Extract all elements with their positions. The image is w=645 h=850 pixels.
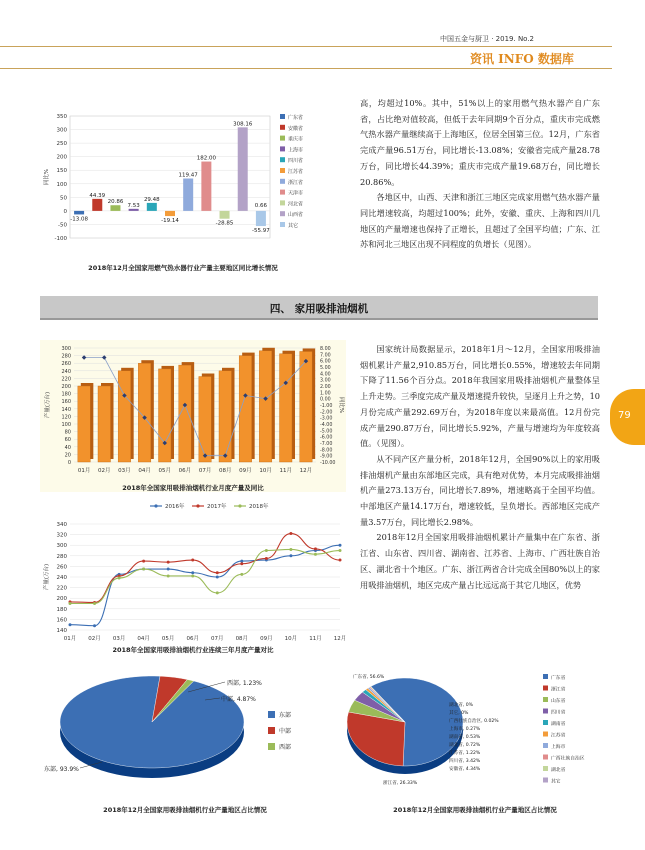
- series-point: [191, 571, 194, 574]
- y-tick-label: 0: [63, 208, 67, 215]
- region-pie-svg: [40, 664, 330, 804]
- y2-tick-label: 6.00: [320, 359, 331, 365]
- y-tick-label: 250: [56, 141, 67, 148]
- legend-label: 上海市: [551, 745, 566, 750]
- province-pie-svg: [345, 664, 605, 804]
- y-tick-label: 220: [56, 585, 67, 592]
- y-axis-label: 同比%: [44, 168, 50, 186]
- legend-swatch: [543, 766, 548, 771]
- y-tick-label: 280: [61, 353, 71, 360]
- legend-swatch: [280, 157, 285, 162]
- legend-label: 河北省: [288, 201, 304, 208]
- legend-label: 江苏省: [551, 733, 566, 739]
- slice-label: 中部, 4.87%: [221, 696, 256, 703]
- series-point: [314, 547, 317, 550]
- data-label: -13.08: [70, 216, 88, 223]
- slice-label: 湖北省, 0.72%: [449, 743, 481, 748]
- x-tick-label: 12月: [299, 468, 313, 474]
- bar: [92, 199, 102, 211]
- series-point: [339, 544, 342, 547]
- bar: [238, 127, 248, 211]
- series-point: [93, 624, 96, 627]
- legend-swatch: [268, 711, 275, 718]
- x-tick-label: 10月: [259, 468, 272, 474]
- y-tick-label: 20: [64, 452, 71, 459]
- x-tick-label: 06月: [178, 468, 192, 474]
- province-pie-chart: [345, 664, 605, 819]
- legend-label: 广东省: [551, 676, 566, 681]
- y-tick-label: 200: [56, 596, 67, 603]
- legend-label: 其它: [551, 779, 561, 785]
- series-point: [216, 576, 219, 579]
- slice-label: 上海市, 0.27%: [449, 727, 481, 732]
- y-tick-label: 200: [56, 154, 67, 161]
- y-tick-label: 40: [64, 444, 71, 451]
- y-tick-label: 220: [61, 376, 71, 383]
- series-point: [142, 560, 145, 563]
- legend-swatch: [543, 697, 548, 702]
- series-point: [265, 549, 268, 552]
- paragraph: 国家统计局数据显示，2018年1月～12月，全国家用吸排油烟机累计产量2,910.85万台，同比增长0.55%，增速较去年同期下降了11.56个百分点。2018年我国家用吸排油烟机产量整体呈上升走势。三季度完成产量及增速提升较快，呈逐月上升之势，10月份完成产量292.69万台，为2018年度以来最高值。12月份完成产量290.87万台，同比增长5.92%，产量与增速均为年度较高值。（见图）。: [360, 344, 600, 449]
- y-tick-label: 260: [61, 361, 71, 368]
- legend-label: 其它: [288, 223, 299, 229]
- legend-swatch: [268, 743, 275, 750]
- legend-label: 2017年: [207, 504, 227, 510]
- data-label: 0.66: [254, 202, 268, 209]
- x-tick-label: 01月: [77, 468, 91, 474]
- y-tick-label: 300: [61, 346, 71, 352]
- legend-swatch: [268, 727, 275, 734]
- threeyear-chart-caption: 2018年全国家用吸排油烟机行业连续三年月度产量对比: [112, 646, 274, 654]
- bar: [300, 351, 313, 462]
- data-label: 29.48: [143, 196, 160, 203]
- y-tick-label: 320: [56, 532, 67, 539]
- y-axis-label: 产量(万台): [45, 391, 51, 419]
- slice-label: 四川省, 3.42%: [449, 759, 481, 764]
- series-line: [70, 534, 340, 603]
- monthly-chart: [40, 340, 346, 515]
- x-tick-label: 06月: [186, 636, 199, 642]
- y2-tick-label: -4.00: [320, 423, 333, 428]
- y-tick-label: 340: [56, 522, 67, 528]
- x-tick-label: 02月: [88, 636, 101, 642]
- y2-tick-label: -5.00: [320, 429, 333, 435]
- y2-tick-label: 1.00: [320, 391, 331, 397]
- x-tick-label: 01月: [63, 636, 77, 642]
- x-tick-label: 07月: [211, 636, 224, 642]
- legend-label: 湖南省: [551, 722, 566, 727]
- y2-tick-label: -7.00: [320, 442, 333, 447]
- slice-label: 安徽省, 4.34%: [449, 767, 481, 772]
- data-label: 119.47: [178, 172, 198, 179]
- series-point: [167, 574, 170, 577]
- data-label: -19.14: [161, 218, 179, 225]
- y-tick-label: 180: [61, 391, 71, 398]
- x-tick-label: 12月: [333, 636, 346, 642]
- series-point: [339, 549, 342, 552]
- y2-tick-label: 0.00: [320, 397, 331, 403]
- y-tick-label: 180: [56, 606, 67, 613]
- x-tick-label: 03月: [118, 468, 131, 474]
- legend-marker: [154, 504, 157, 507]
- x-tick-label: 03月: [112, 636, 126, 642]
- y-tick-label: 100: [61, 422, 71, 428]
- legend-swatch: [543, 709, 548, 714]
- series-point: [265, 557, 268, 560]
- x-tick-label: 04月: [137, 636, 150, 642]
- region-pie-chart: [40, 664, 330, 819]
- series-point: [289, 548, 292, 551]
- bar: [147, 203, 157, 211]
- x-tick-label: 08月: [219, 468, 232, 474]
- legend-swatch: [543, 755, 548, 760]
- legend-label: 浙江省: [288, 179, 304, 186]
- legend-label: 湖北省: [551, 768, 566, 773]
- bar: [201, 162, 211, 211]
- legend-marker: [238, 504, 241, 507]
- x-tick-label: 07月: [198, 468, 212, 474]
- series-point: [167, 568, 170, 571]
- x-tick-label: 02月: [98, 468, 111, 474]
- y-tick-label: 200: [61, 384, 71, 390]
- y-tick-label: 140: [56, 628, 67, 634]
- legend-label: 山东省: [551, 699, 566, 704]
- legend-swatch: [543, 686, 548, 691]
- y2-tick-label: 2.00: [320, 385, 331, 390]
- bar: [98, 386, 111, 462]
- legend-label: 浙江省: [551, 687, 566, 693]
- heater-chart-caption: 2018年12月全国家用燃气热水器行业产量主要地区同比增长情况: [88, 264, 278, 272]
- y2-tick-label: 8.00: [320, 347, 331, 352]
- x-tick-label: 10月: [284, 636, 298, 642]
- y2-axis-label: 同比%: [338, 396, 344, 414]
- threeyear-chart-svg: [40, 496, 346, 646]
- series-point: [191, 574, 194, 577]
- series-point: [216, 571, 219, 574]
- legend-swatch: [543, 674, 548, 679]
- data-label: 20.86: [107, 199, 124, 206]
- legend-label: 安徽省: [288, 125, 304, 132]
- legend-label: 广东省: [288, 115, 304, 121]
- legend-label: 四川省: [551, 710, 566, 716]
- legend-swatch: [543, 732, 548, 737]
- section-bar: [40, 296, 598, 320]
- series-point: [240, 560, 243, 563]
- series-line: [70, 549, 340, 603]
- slice-label: 湖北省, 0%: [449, 703, 473, 708]
- legend-label: 四川省: [288, 158, 304, 165]
- bar: [129, 209, 139, 211]
- bar: [220, 211, 230, 219]
- bar: [219, 371, 232, 462]
- section-title: 四、 家用吸排油烟机: [269, 303, 369, 315]
- monthly-chart-svg: [40, 340, 346, 492]
- series-point: [93, 602, 96, 605]
- y-tick-label: 80: [64, 429, 71, 436]
- legend-label: 上海市: [288, 147, 304, 154]
- series-point: [118, 577, 121, 580]
- legend-swatch: [280, 200, 285, 205]
- y-tick-label: 260: [56, 564, 67, 571]
- y-tick-label: 240: [56, 575, 67, 581]
- publication-header: 中国五金与厨卫 · 2019. No.2: [440, 35, 535, 43]
- y-tick-label: 160: [56, 617, 67, 624]
- series-point: [191, 559, 194, 562]
- x-tick-label: 11月: [309, 636, 322, 642]
- bar: [118, 371, 131, 462]
- x-tick-label: 09月: [239, 468, 252, 474]
- y-tick-label: -50: [58, 222, 67, 229]
- legend-swatch: [280, 168, 285, 173]
- y-tick-label: 280: [56, 553, 67, 560]
- paragraph: 各地区中，山西、天津和浙江三地区完成家用燃气热水器产量同比增速较高，均超过100%；此外，安徽、重庆、上海和四川几地区的产量增速也保持了正增长，且超过了全国平均值；广东、江苏和河北三地区出现不同程度的负增长（见图）。: [360, 192, 600, 250]
- y-tick-label: 60: [64, 437, 71, 444]
- series-point: [339, 559, 342, 562]
- y-axis-label: 产量(万台): [44, 563, 50, 591]
- slice-label: 浙江省, 26.33%: [383, 781, 418, 786]
- heater-chart: [40, 108, 326, 278]
- series-point: [240, 562, 243, 565]
- y-tick-label: 160: [61, 399, 71, 406]
- paragraph: 从不同产区产量分析，2018年12月，全国90%以上的家用吸排油烟机产量由东部地区完成，具有绝对优势，本月完成吸排油烟机产量273.13万台，同比增长7.89%，增速略高于全国平均值。中部地区产量14.17万台，增速较低，呈负增长。西部地区完成产量3.57万台，同比增长2.98%。: [360, 453, 600, 527]
- bar: [183, 178, 193, 210]
- heater-chart-svg: [40, 108, 326, 263]
- data-label: -55.97: [252, 228, 270, 235]
- y2-tick-label: 3.00: [320, 378, 331, 384]
- y-tick-label: 50: [60, 195, 67, 202]
- y2-tick-label: -8.00: [320, 448, 333, 454]
- legend-label: 中部: [279, 728, 292, 735]
- legend-swatch: [280, 146, 285, 151]
- y-tick-label: 300: [56, 543, 67, 550]
- legend-label: 2016年: [165, 504, 185, 510]
- bar: [259, 351, 272, 462]
- y2-tick-label: -9.00: [320, 454, 333, 460]
- slice-label: 西部, 1.23%: [227, 680, 262, 687]
- legend-swatch: [543, 778, 548, 783]
- x-tick-label: 05月: [158, 468, 171, 474]
- series-point: [240, 573, 243, 576]
- legend-label: 2018年: [249, 504, 269, 510]
- legend-swatch: [280, 190, 285, 195]
- legend-label: 西部: [279, 744, 292, 751]
- bar: [279, 354, 292, 462]
- region-pie-caption: 2018年12月全国家用吸排油烟机行业产量地区占比情况: [103, 806, 267, 814]
- series-point: [167, 561, 170, 564]
- bar: [256, 211, 266, 226]
- header-rule: [0, 46, 612, 47]
- series-point: [314, 553, 317, 556]
- y-tick-label: 140: [61, 406, 71, 413]
- page-number: 79: [618, 410, 631, 421]
- threeyear-chart: [40, 496, 346, 656]
- bar: [158, 369, 171, 462]
- legend-label: 天津市: [288, 190, 304, 197]
- legend-label: 东部: [279, 712, 292, 719]
- series-point: [142, 568, 145, 571]
- paragraph: 2018年12月全国家用吸排油烟机累计产量集中在广东省、浙江省、山东省、四川省、湖南省、江苏省、上海市、广西壮族自治区、湖北省十个地区。广东、浙江两省合计完成全国80%以上的家用吸排油烟机，地区完成产量占比远远高于其它几地区，优势: [360, 532, 600, 590]
- legend-swatch: [280, 136, 285, 141]
- bar: [110, 205, 120, 211]
- slice-label: 广东省, 56.6%: [353, 675, 385, 680]
- y2-tick-label: -10.00: [320, 461, 336, 466]
- legend-swatch: [280, 125, 285, 130]
- y2-tick-label: 7.00: [320, 353, 331, 359]
- y-tick-label: 120: [61, 414, 71, 421]
- series-point: [289, 554, 292, 557]
- header-rule-2: [0, 68, 612, 69]
- legend-label: 山西省: [288, 212, 304, 219]
- main-text: [360, 342, 600, 593]
- y2-tick-label: 5.00: [320, 366, 331, 371]
- series-line: [70, 545, 340, 626]
- x-tick-label: 05月: [161, 636, 175, 642]
- series-point: [216, 591, 219, 594]
- series-point: [69, 602, 72, 605]
- slice-label: 江苏省, 1.22%: [449, 751, 481, 756]
- legend-marker: [196, 504, 199, 507]
- legend-label: 广西壮族自治区: [551, 756, 585, 762]
- legend-swatch: [280, 179, 285, 184]
- legend-label: 江苏省: [288, 169, 304, 175]
- paragraph: 高，均超过10%。其中，51%以上的家用燃气热水器产自广东省，占比绝对值较高，但低于去年同期9个百分点，重庆市完成燃气热水器产量继续高于上海地区，位居全国第三位。12月，广东省完成产量96.51万台，同比增长-13.08%；安徽省完成产量28.78万台，同比增长44.39%；重庆市完成产量19.68万台，同比增长20.86%。: [360, 98, 600, 187]
- slice-label: 其它, 0%: [449, 711, 469, 716]
- data-label: 44.39: [89, 192, 106, 199]
- page-number-tab: [610, 389, 645, 445]
- legend-swatch: [280, 114, 285, 119]
- province-pie-caption: 2018年12月全国家用吸排油烟机行业产量地区占比情况: [393, 806, 557, 814]
- legend-swatch: [280, 222, 285, 227]
- data-label: 308.16: [233, 121, 253, 128]
- x-tick-label: 11月: [279, 468, 292, 474]
- y2-tick-label: -3.00: [320, 416, 333, 422]
- data-label: 7.53: [127, 202, 140, 209]
- y-tick-label: 350: [56, 114, 67, 120]
- monthly-chart-caption: 2018年全国家用吸排油烟机行业月度产量及同比: [122, 484, 264, 492]
- y-tick-label: 150: [56, 168, 67, 175]
- section-header: 资讯 INFO 数据库: [470, 52, 574, 66]
- y-tick-label: 300: [56, 127, 67, 134]
- data-label: 182.00: [196, 155, 216, 162]
- bar: [199, 377, 212, 463]
- legend-swatch: [543, 743, 548, 748]
- x-tick-label: 08月: [235, 636, 249, 642]
- y-tick-label: 100: [56, 181, 67, 188]
- slice-label: 湖南省, 0.53%: [449, 735, 481, 740]
- series-point: [69, 623, 72, 626]
- y-tick-label: -100: [54, 236, 67, 242]
- x-tick-label: 09月: [260, 636, 273, 642]
- y-tick-label: 0: [67, 460, 71, 466]
- top-text: [360, 96, 600, 253]
- y2-tick-label: -6.00: [320, 435, 333, 441]
- y-tick-label: 240: [61, 368, 71, 375]
- y2-tick-label: 4.00: [320, 372, 331, 378]
- bar: [78, 386, 91, 462]
- slice-label: 东部, 93.9%: [44, 766, 79, 773]
- legend-swatch: [280, 211, 285, 216]
- bar: [165, 211, 175, 216]
- y2-tick-label: -1.00: [320, 404, 333, 409]
- x-tick-label: 04月: [138, 468, 151, 474]
- data-label: -28.85: [215, 220, 234, 227]
- legend-label: 重庆市: [288, 136, 304, 143]
- bar: [74, 211, 84, 215]
- y2-tick-label: -2.00: [320, 410, 333, 416]
- series-point: [289, 532, 292, 535]
- slice-label: 广西壮族自治区, 0.02%: [449, 719, 499, 724]
- legend-swatch: [543, 720, 548, 725]
